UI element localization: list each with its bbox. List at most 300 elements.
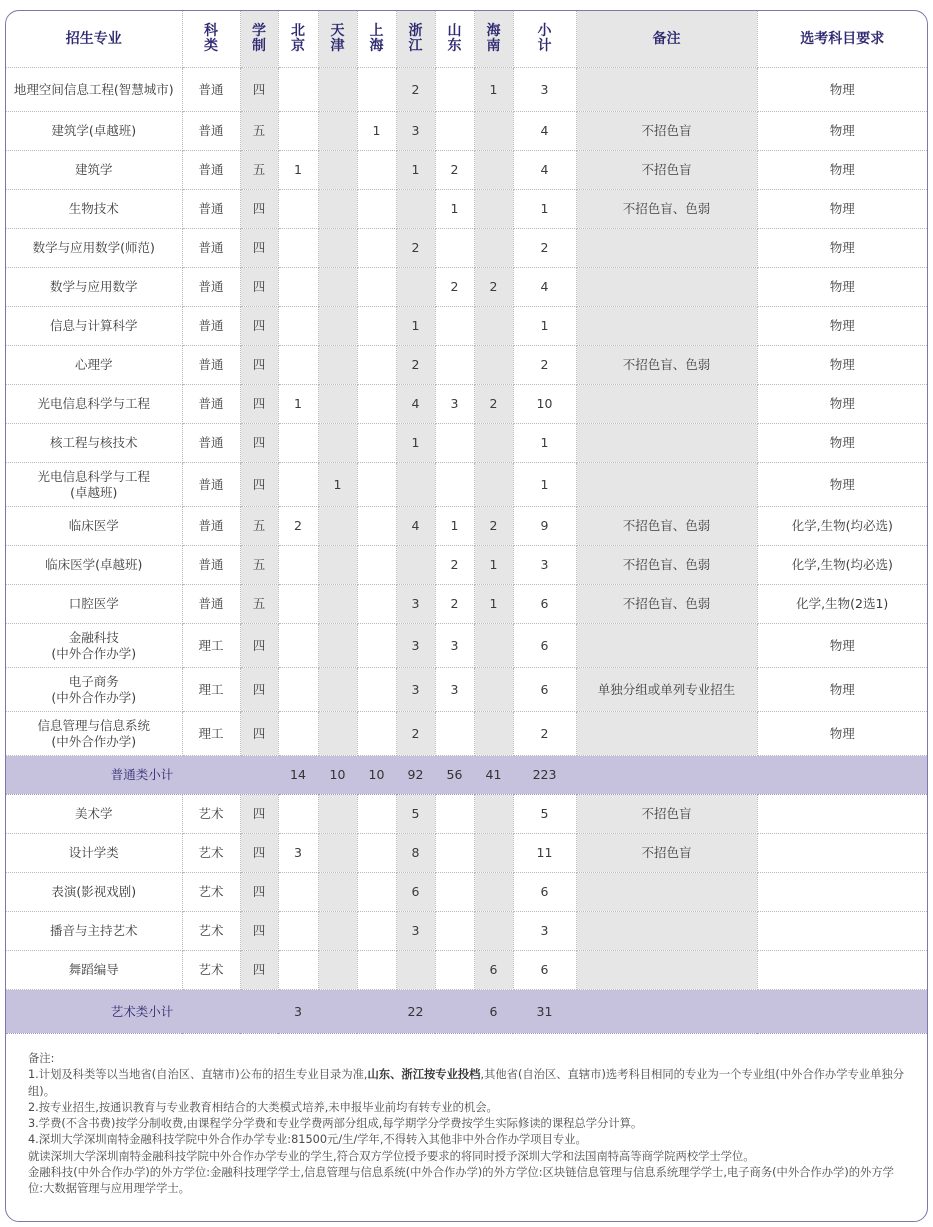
subtotal-label: 普通类小计 [6, 756, 278, 795]
header-tianjin: 天 津 [318, 11, 357, 68]
cell-subject: 物理 [757, 229, 927, 268]
cell-subject: 物理 [757, 424, 927, 463]
cell-zhejiang: 3 [396, 624, 435, 668]
cell-subject: 物理 [757, 112, 927, 151]
subtotal-sh [357, 990, 396, 1034]
cell-remark [576, 424, 757, 463]
cell-beijing: 3 [278, 834, 318, 873]
cell-type: 普通 [182, 346, 240, 385]
cell-tianjin [318, 346, 357, 385]
subtotal-bj: 3 [278, 990, 318, 1034]
cell-shandong [435, 112, 474, 151]
cell-subtotal: 2 [513, 346, 576, 385]
cell-remark [576, 68, 757, 112]
cell-hainan: 6 [474, 951, 513, 990]
cell-major: 金融科技 (中外合作办学) [6, 624, 182, 668]
cell-zhejiang: 3 [396, 668, 435, 712]
cell-subject: 物理 [757, 68, 927, 112]
subtotal-remark [576, 990, 757, 1034]
cell-tianjin [318, 546, 357, 585]
cell-hainan [474, 873, 513, 912]
cell-beijing [278, 912, 318, 951]
cell-hainan [474, 912, 513, 951]
note-5: 就读深圳大学深圳南特金融科技学院中外合作办学专业的学生,符合双方学位授予要求的将同时授予深圳大学和法国南特高等商学院两校学士学位。 [28, 1149, 755, 1163]
cell-shanghai [357, 346, 396, 385]
cell-major: 舞蹈编导 [6, 951, 182, 990]
cell-remark [576, 268, 757, 307]
cell-years: 四 [240, 951, 278, 990]
cell-tianjin [318, 585, 357, 624]
cell-subtotal: 2 [513, 229, 576, 268]
cell-shanghai [357, 424, 396, 463]
cell-subject: 物理 [757, 624, 927, 668]
cell-subject: 物理 [757, 346, 927, 385]
cell-hainan [474, 190, 513, 229]
cell-subtotal: 2 [513, 712, 576, 756]
cell-subject: 化学,生物(均必选) [757, 507, 927, 546]
cell-major: 播音与主持艺术 [6, 912, 182, 951]
cell-type: 理工 [182, 712, 240, 756]
cell-subtotal: 3 [513, 68, 576, 112]
cell-beijing [278, 951, 318, 990]
cell-tianjin [318, 795, 357, 834]
cell-years: 四 [240, 668, 278, 712]
table-row [6, 463, 927, 507]
cell-shanghai [357, 951, 396, 990]
cell-type: 普通 [182, 463, 240, 507]
subtotal-tj [318, 990, 357, 1034]
cell-zhejiang: 2 [396, 229, 435, 268]
note-3: 3.学费(不含书费)按学分制收费,由课程学分学费和专业学费两部分组成,每学期学分学费按学生实际修读的课程总学分计算。 [28, 1117, 643, 1131]
cell-type: 普通 [182, 585, 240, 624]
cell-subtotal: 1 [513, 307, 576, 346]
cell-tianjin [318, 668, 357, 712]
cell-type: 普通 [182, 385, 240, 424]
subtotal-total: 31 [513, 990, 576, 1034]
table-row [6, 346, 927, 385]
cell-subtotal: 4 [513, 151, 576, 190]
cell-zhejiang: 2 [396, 346, 435, 385]
cell-major: 表演(影视戏剧) [6, 873, 182, 912]
header-row [6, 11, 927, 68]
cell-remark [576, 951, 757, 990]
cell-beijing [278, 463, 318, 507]
cell-beijing [278, 873, 318, 912]
subtotal-row [6, 990, 927, 1034]
cell-tianjin [318, 507, 357, 546]
cell-hainan [474, 307, 513, 346]
cell-years: 四 [240, 463, 278, 507]
table-row [6, 307, 927, 346]
cell-major: 信息管理与信息系统 (中外合作办学) [6, 712, 182, 756]
cell-shandong: 3 [435, 668, 474, 712]
cell-type: 理工 [182, 668, 240, 712]
subtotal-bj: 14 [278, 756, 318, 795]
cell-subtotal: 4 [513, 112, 576, 151]
subtotal-sh: 10 [357, 756, 396, 795]
cell-subject [757, 951, 927, 990]
cell-zhejiang: 1 [396, 151, 435, 190]
cell-type: 普通 [182, 151, 240, 190]
cell-years: 四 [240, 268, 278, 307]
cell-years: 四 [240, 624, 278, 668]
cell-type: 普通 [182, 229, 240, 268]
cell-subtotal: 1 [513, 424, 576, 463]
table-row [6, 385, 927, 424]
cell-hainan: 1 [474, 68, 513, 112]
cell-shanghai [357, 463, 396, 507]
header-subject: 选考科目要求 [757, 11, 927, 68]
cell-shandong: 1 [435, 190, 474, 229]
cell-years: 四 [240, 307, 278, 346]
header-remark: 备注 [576, 11, 757, 68]
subtotal-row [6, 756, 927, 795]
cell-major: 地理空间信息工程(智慧城市) [6, 68, 182, 112]
header-years: 学 制 [240, 11, 278, 68]
cell-shandong [435, 873, 474, 912]
subtotal-hn: 41 [474, 756, 513, 795]
cell-years: 四 [240, 424, 278, 463]
cell-tianjin [318, 68, 357, 112]
table-row [6, 668, 927, 712]
cell-shanghai [357, 268, 396, 307]
table-row [6, 624, 927, 668]
cell-subject [757, 873, 927, 912]
cell-years: 四 [240, 795, 278, 834]
cell-major: 美术学 [6, 795, 182, 834]
cell-shandong: 2 [435, 585, 474, 624]
cell-years: 五 [240, 585, 278, 624]
header-beijing: 北 京 [278, 11, 318, 68]
cell-beijing [278, 190, 318, 229]
cell-shanghai [357, 229, 396, 268]
cell-shandong: 3 [435, 385, 474, 424]
cell-hainan [474, 668, 513, 712]
note-1-part-a: 1.计划及科类等以当地省(自治区、直辖市)公布的招生专业目录为准, [28, 1068, 368, 1082]
cell-shanghai [357, 151, 396, 190]
cell-zhejiang: 3 [396, 112, 435, 151]
cell-subtotal: 6 [513, 951, 576, 990]
cell-tianjin [318, 624, 357, 668]
cell-tianjin [318, 229, 357, 268]
cell-subtotal: 1 [513, 190, 576, 229]
cell-zhejiang: 4 [396, 507, 435, 546]
cell-beijing [278, 585, 318, 624]
cell-shandong [435, 795, 474, 834]
cell-zhejiang: 8 [396, 834, 435, 873]
cell-years: 四 [240, 873, 278, 912]
cell-subtotal: 3 [513, 546, 576, 585]
header-major: 招生专业 [6, 11, 182, 68]
table-row [6, 68, 927, 112]
cell-subtotal: 11 [513, 834, 576, 873]
cell-shandong [435, 424, 474, 463]
cell-major: 建筑学 [6, 151, 182, 190]
subtotal-zj: 22 [396, 990, 435, 1034]
cell-zhejiang [396, 951, 435, 990]
cell-type: 艺术 [182, 912, 240, 951]
table-row [6, 585, 927, 624]
cell-shanghai [357, 507, 396, 546]
cell-tianjin [318, 951, 357, 990]
cell-major: 光电信息科学与工程 [6, 385, 182, 424]
notes-title: 备注: [28, 1052, 55, 1065]
subtotal-total: 223 [513, 756, 576, 795]
cell-shanghai [357, 68, 396, 112]
table-row [6, 795, 927, 834]
cell-subject: 物理 [757, 151, 927, 190]
cell-zhejiang [396, 190, 435, 229]
cell-remark: 不招色盲 [576, 151, 757, 190]
cell-remark: 不招色盲、色弱 [576, 190, 757, 229]
cell-subtotal: 9 [513, 507, 576, 546]
cell-shanghai [357, 190, 396, 229]
cell-zhejiang: 2 [396, 712, 435, 756]
cell-beijing [278, 346, 318, 385]
table-row [6, 112, 927, 151]
cell-type: 普通 [182, 307, 240, 346]
cell-zhejiang: 3 [396, 912, 435, 951]
cell-years: 四 [240, 190, 278, 229]
cell-major: 光电信息科学与工程 (卓越班) [6, 463, 182, 507]
cell-hainan [474, 463, 513, 507]
cell-beijing [278, 229, 318, 268]
table-row [6, 873, 927, 912]
cell-subject: 物理 [757, 307, 927, 346]
subtotal-subject [757, 756, 927, 795]
cell-remark: 单独分组或单列专业招生 [576, 668, 757, 712]
cell-remark: 不招色盲 [576, 834, 757, 873]
cell-zhejiang: 6 [396, 873, 435, 912]
cell-remark [576, 463, 757, 507]
cell-major: 信息与计算科学 [6, 307, 182, 346]
cell-hainan: 1 [474, 546, 513, 585]
cell-type: 普通 [182, 190, 240, 229]
cell-hainan [474, 346, 513, 385]
cell-hainan: 2 [474, 507, 513, 546]
cell-subject [757, 834, 927, 873]
enrollment-plan-card [5, 10, 928, 1222]
cell-shanghai [357, 712, 396, 756]
cell-shanghai [357, 385, 396, 424]
cell-years: 四 [240, 68, 278, 112]
cell-zhejiang: 1 [396, 424, 435, 463]
cell-shandong [435, 834, 474, 873]
cell-beijing [278, 624, 318, 668]
cell-subject [757, 912, 927, 951]
cell-shandong [435, 912, 474, 951]
cell-zhejiang [396, 463, 435, 507]
cell-subtotal: 1 [513, 463, 576, 507]
table-row [6, 268, 927, 307]
cell-shandong [435, 346, 474, 385]
cell-subtotal: 5 [513, 795, 576, 834]
cell-subject: 物理 [757, 463, 927, 507]
note-4: 4.深圳大学深圳南特金融科技学院中外合作办学专业:81500元/生/学年,不得转入其他非中外合作办学项目专业。 [28, 1133, 587, 1147]
table-row [6, 190, 927, 229]
cell-major: 电子商务 (中外合作办学) [6, 668, 182, 712]
table-row [6, 712, 927, 756]
cell-subject: 化学,生物(2选1) [757, 585, 927, 624]
cell-tianjin [318, 834, 357, 873]
cell-tianjin [318, 912, 357, 951]
table-row [6, 424, 927, 463]
cell-tianjin [318, 712, 357, 756]
subtotal-label: 艺术类小计 [6, 990, 278, 1034]
cell-remark: 不招色盲 [576, 112, 757, 151]
cell-remark [576, 712, 757, 756]
cell-type: 普通 [182, 268, 240, 307]
cell-major: 临床医学 [6, 507, 182, 546]
cell-beijing [278, 424, 318, 463]
cell-remark: 不招色盲、色弱 [576, 546, 757, 585]
cell-shandong: 2 [435, 268, 474, 307]
cell-zhejiang [396, 268, 435, 307]
table-row [6, 151, 927, 190]
subtotal-zj: 92 [396, 756, 435, 795]
cell-zhejiang: 1 [396, 307, 435, 346]
cell-tianjin [318, 268, 357, 307]
cell-remark [576, 873, 757, 912]
cell-shandong [435, 463, 474, 507]
cell-type: 普通 [182, 507, 240, 546]
table-row [6, 834, 927, 873]
cell-type: 艺术 [182, 873, 240, 912]
cell-shandong [435, 229, 474, 268]
cell-subtotal: 10 [513, 385, 576, 424]
cell-remark [576, 385, 757, 424]
cell-tianjin [318, 873, 357, 912]
cell-tianjin: 1 [318, 463, 357, 507]
cell-major: 数学与应用数学 [6, 268, 182, 307]
cell-beijing [278, 112, 318, 151]
cell-shanghai [357, 795, 396, 834]
enrollment-table [6, 11, 927, 1034]
cell-subtotal: 6 [513, 585, 576, 624]
cell-years: 五 [240, 546, 278, 585]
cell-shandong: 2 [435, 151, 474, 190]
subtotal-sd: 56 [435, 756, 474, 795]
cell-major: 心理学 [6, 346, 182, 385]
cell-major: 口腔医学 [6, 585, 182, 624]
cell-years: 四 [240, 385, 278, 424]
cell-remark [576, 624, 757, 668]
cell-subject: 化学,生物(均必选) [757, 546, 927, 585]
subtotal-tj: 10 [318, 756, 357, 795]
cell-type: 普通 [182, 68, 240, 112]
cell-shanghai [357, 624, 396, 668]
cell-hainan [474, 424, 513, 463]
subtotal-remark [576, 756, 757, 795]
cell-major: 生物技术 [6, 190, 182, 229]
cell-beijing [278, 307, 318, 346]
cell-subtotal: 6 [513, 668, 576, 712]
cell-major: 临床医学(卓越班) [6, 546, 182, 585]
cell-shanghai [357, 307, 396, 346]
cell-shanghai [357, 912, 396, 951]
cell-major: 核工程与核技术 [6, 424, 182, 463]
header-subtotal: 小 计 [513, 11, 576, 68]
header-hainan: 海 南 [474, 11, 513, 68]
cell-hainan [474, 151, 513, 190]
cell-years: 五 [240, 507, 278, 546]
cell-years: 四 [240, 346, 278, 385]
cell-beijing [278, 795, 318, 834]
cell-type: 艺术 [182, 795, 240, 834]
cell-beijing [278, 68, 318, 112]
note-1-bold: 山东、浙江按专业投档 [367, 1068, 481, 1082]
cell-tianjin [318, 424, 357, 463]
subtotal-subject [757, 990, 927, 1034]
cell-major: 数学与应用数学(师范) [6, 229, 182, 268]
cell-shandong: 2 [435, 546, 474, 585]
table-row [6, 951, 927, 990]
header-shandong: 山 东 [435, 11, 474, 68]
cell-type: 普通 [182, 546, 240, 585]
cell-years: 四 [240, 834, 278, 873]
cell-shandong: 3 [435, 624, 474, 668]
cell-beijing: 1 [278, 385, 318, 424]
cell-zhejiang: 3 [396, 585, 435, 624]
cell-tianjin [318, 151, 357, 190]
table-body [6, 68, 927, 1034]
cell-beijing: 1 [278, 151, 318, 190]
cell-zhejiang: 5 [396, 795, 435, 834]
note-6: 金融科技(中外合作办学)的外方学位:金融科技理学学士,信息管理与信息系统(中外合作办学)的外方学位:区块链信息管理与信息系统理学学士,电子商务(中外合作办学)的外方学位:大数据管理与应用理学学士。 [28, 1166, 894, 1196]
cell-beijing [278, 668, 318, 712]
cell-subject: 物理 [757, 268, 927, 307]
cell-type: 艺术 [182, 834, 240, 873]
cell-hainan [474, 795, 513, 834]
note-2: 2.按专业招生,按通识教育与专业教育相结合的大类模式培养,未申报毕业前均有转专业的机会。 [28, 1100, 498, 1114]
cell-shandong [435, 951, 474, 990]
subtotal-sd [435, 990, 474, 1034]
cell-shanghai [357, 546, 396, 585]
cell-years: 四 [240, 712, 278, 756]
cell-hainan [474, 112, 513, 151]
cell-hainan: 2 [474, 385, 513, 424]
cell-subtotal: 4 [513, 268, 576, 307]
cell-years: 四 [240, 912, 278, 951]
cell-hainan [474, 229, 513, 268]
cell-shandong [435, 712, 474, 756]
cell-remark: 不招色盲、色弱 [576, 507, 757, 546]
header-type: 科 类 [182, 11, 240, 68]
cell-tianjin [318, 112, 357, 151]
cell-tianjin [318, 385, 357, 424]
cell-type: 普通 [182, 112, 240, 151]
cell-subtotal: 6 [513, 624, 576, 668]
cell-beijing [278, 268, 318, 307]
cell-hainan [474, 624, 513, 668]
table-row [6, 229, 927, 268]
cell-zhejiang [396, 546, 435, 585]
note-1 [28, 1067, 908, 1100]
cell-zhejiang: 4 [396, 385, 435, 424]
cell-type: 理工 [182, 624, 240, 668]
cell-hainan: 2 [474, 268, 513, 307]
cell-remark [576, 307, 757, 346]
cell-beijing [278, 546, 318, 585]
cell-subject: 物理 [757, 385, 927, 424]
cell-remark: 不招色盲、色弱 [576, 346, 757, 385]
cell-type: 艺术 [182, 951, 240, 990]
cell-major: 设计学类 [6, 834, 182, 873]
cell-subtotal: 6 [513, 873, 576, 912]
cell-shanghai [357, 668, 396, 712]
cell-shandong: 1 [435, 507, 474, 546]
cell-beijing [278, 712, 318, 756]
